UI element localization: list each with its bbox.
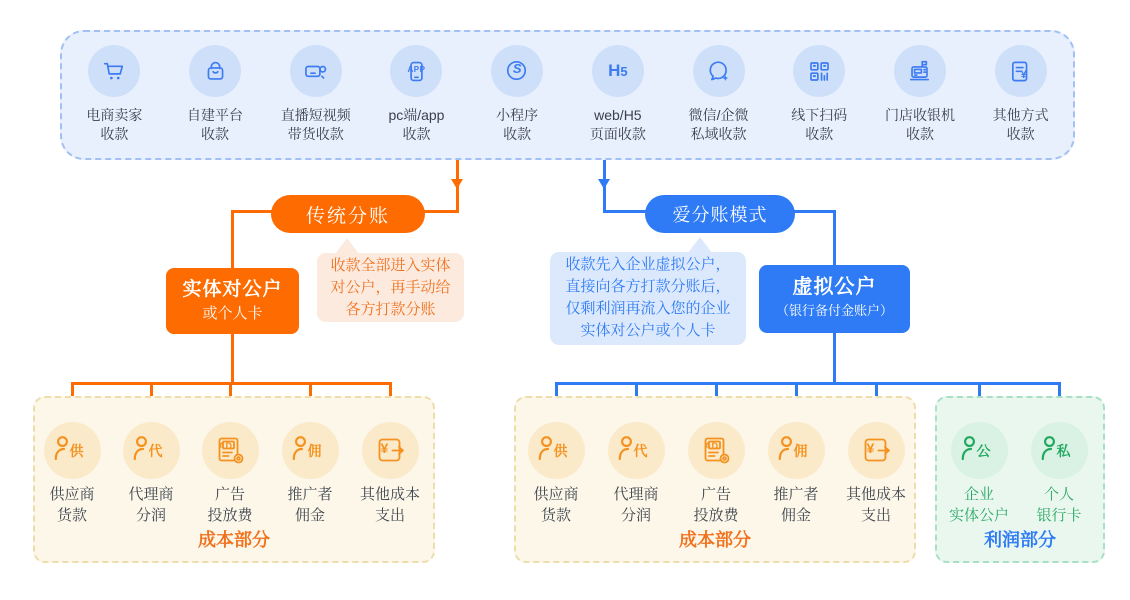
miniprogram-icon (491, 45, 543, 97)
account-title: 实体对公户 (182, 279, 283, 300)
connector-line (555, 382, 1061, 385)
payment-channels-panel (60, 30, 1075, 160)
person-commission-icon: 佣 (768, 422, 825, 479)
qr-code-icon (793, 45, 845, 97)
channel-label: 收款 (905, 126, 934, 142)
channel-label: 电商卖家 (86, 107, 143, 123)
channel-offline-qr (769, 45, 870, 158)
ad-doc-icon: AD (202, 422, 259, 479)
tooltip-text: 对公户，再手动给 (330, 279, 451, 296)
channel-label: 其他方式 (992, 107, 1049, 123)
miniprogram-glyph: S (512, 61, 522, 76)
profit-item-personal: 私 个人 银行卡 (1014, 422, 1104, 526)
connector-line (793, 210, 836, 213)
connector-line (231, 334, 234, 384)
entity-account-box (166, 268, 299, 334)
connector-line (231, 210, 272, 213)
person-commission-icon: 佣 (282, 422, 339, 479)
cost-item-commission: 佣 推广者 佣金 (265, 422, 355, 526)
account-subtitle: （银行备付金账户） (775, 303, 893, 318)
doc-yen-glyph: ¥ (1020, 69, 1027, 81)
connector-line (424, 210, 457, 213)
channel-label: 私域收款 (690, 126, 747, 142)
channel-label: 带货收款 (287, 126, 344, 142)
h5-glyph: H (608, 61, 621, 80)
virtual-account-box (759, 265, 910, 333)
channel-label: 自建平台 (187, 107, 244, 123)
cost-item-ads: AD 广告 投放费 (671, 422, 761, 526)
connector-line (833, 333, 836, 384)
video-camera-icon (290, 45, 342, 97)
cost-item-agent: 代 代理商 分润 (591, 422, 681, 526)
channel-label: 直播短视频 (280, 107, 351, 123)
connector-line (231, 210, 234, 268)
channel-label: 门店收银机 (884, 107, 955, 123)
channel-own-platform (165, 45, 266, 158)
connector-line (603, 210, 646, 213)
pill-label: 爱分账模式 (672, 205, 768, 225)
connector-line (833, 210, 836, 265)
app-phone-icon (390, 45, 442, 97)
traditional-split-tooltip (317, 253, 464, 322)
person-supplier-icon: 供 (44, 422, 101, 479)
channel-label: 线下扫码 (791, 107, 848, 123)
ai-split-mode-pill (645, 195, 795, 233)
channel-pc-app (366, 45, 467, 158)
yen-transfer-icon: ¥ (362, 422, 419, 479)
channel-label: 收款 (402, 126, 431, 142)
channel-label: 收款 (805, 126, 834, 142)
yen-transfer-icon: ¥ (848, 422, 905, 479)
channel-label: 页面收款 (589, 126, 646, 142)
arrow-down-icon (598, 179, 610, 189)
ad-doc-icon: AD (688, 422, 745, 479)
channel-other (970, 45, 1071, 158)
cost-item-other: ¥ 其他成本 支出 (345, 422, 435, 526)
h5-glyph-2: 5 (620, 63, 628, 79)
section-label: 成本部分 (679, 530, 751, 550)
h5-icon (592, 45, 644, 97)
doc-yen-icon (995, 45, 1047, 97)
channel-label: 小程序 (496, 107, 539, 123)
account-subtitle: 或个人卡 (202, 305, 263, 322)
channel-ecommerce (64, 45, 165, 158)
person-private-icon: 私 (1031, 422, 1088, 479)
tooltip-text: 直接向各方打款分账后， (565, 278, 731, 295)
channel-miniprogram (467, 45, 568, 158)
tooltip-pointer-icon (335, 238, 359, 254)
tooltip-pointer-icon (688, 237, 712, 253)
ai-split-tooltip (550, 252, 746, 345)
tooltip-text: 各方打款分账 (345, 301, 436, 318)
channel-store-register (870, 45, 971, 158)
pill-label: 传统分账 (305, 205, 390, 227)
app-glyph: APP (407, 65, 426, 74)
account-title: 虚拟公户 (792, 276, 877, 298)
cart-icon (88, 45, 140, 97)
channel-web-h5 (568, 45, 669, 158)
channel-label: 微信/企微 (688, 107, 749, 123)
channel-label: web/H5 (594, 107, 642, 123)
person-agent-icon: 代 (123, 422, 180, 479)
section-label: 成本部分 (198, 530, 270, 550)
channel-label: 收款 (503, 126, 532, 142)
tooltip-text: 实体对公户或个人卡 (580, 322, 716, 339)
cost-item-agent: 代 代理商 分润 (106, 422, 196, 526)
tooltip-text: 仅剩利润再流入您的企业 (565, 300, 731, 317)
tooltip-text: 收款先入企业虚拟公户， (565, 256, 731, 273)
person-supplier-icon: 供 (528, 422, 585, 479)
cash-register-icon (894, 45, 946, 97)
cost-item-ads: AD 广告 投放费 (185, 422, 275, 526)
channel-label: 收款 (100, 126, 129, 142)
channel-livestream (265, 45, 366, 158)
channel-label: 收款 (1006, 126, 1035, 142)
profit-item-corporate: 公 企业 实体公户 (934, 422, 1024, 526)
arrow-down-icon (451, 179, 463, 189)
cost-item-other: ¥ 其他成本 支出 (831, 422, 921, 526)
cost-item-supplier: 供 供应商 货款 (27, 422, 117, 526)
tooltip-text: 收款全部进入实体 (330, 257, 451, 274)
bag-icon (189, 45, 241, 97)
section-label: 利润部分 (984, 530, 1056, 550)
person-corporate-icon: 公 (951, 422, 1008, 479)
traditional-split-pill (271, 195, 425, 233)
wechat-bubble-icon (693, 45, 745, 97)
cost-item-commission: 佣 推广者 佣金 (751, 422, 841, 526)
channel-label: pc端/app (388, 107, 445, 123)
channel-wechat (668, 45, 769, 158)
channel-label: 收款 (201, 126, 230, 142)
person-agent-icon: 代 (608, 422, 665, 479)
cost-item-supplier: 供 供应商 货款 (511, 422, 601, 526)
